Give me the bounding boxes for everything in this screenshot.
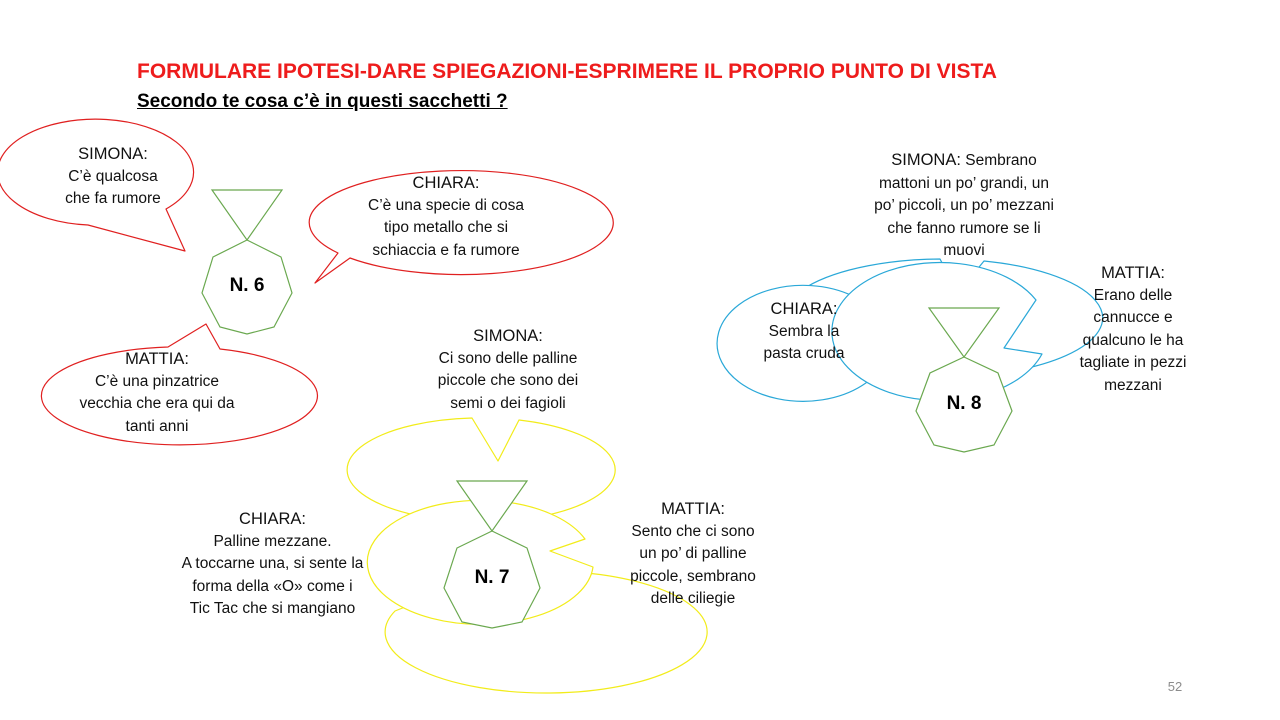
bubble-first-line — [828, 149, 1100, 173]
bubble-speaker: MATTIA: — [125, 350, 189, 368]
bubble-line: che fanno rumore se li — [887, 219, 1041, 237]
bubble-line: Tic Tac che si mangiano — [189, 600, 356, 617]
bubble-speaker: SIMONA: — [78, 145, 148, 163]
bubble-speaker: CHIARA: — [239, 510, 306, 528]
bubble-line: tanti anni — [125, 417, 189, 435]
bubble-line: che fa rumore — [65, 190, 161, 207]
bubble-6-simona — [20, 143, 206, 211]
bubble-line: Erano delle — [1093, 286, 1173, 304]
bubble-line: A toccarne una, si sente la — [181, 555, 364, 572]
bubble-line: qualcuno le ha — [1082, 331, 1184, 349]
bubble-line: Ci sono delle palline — [438, 349, 578, 367]
bubble-7-chiara — [140, 508, 405, 621]
bubble-line: C’è una specie di cosa — [368, 196, 524, 214]
bubble-6-mattia — [30, 348, 284, 438]
bubble-line: po’ piccoli, un po’ mezzani — [874, 197, 1054, 214]
bubble-line: schiaccia e fa rumore — [372, 241, 520, 259]
bubble-line: Sembra la — [768, 322, 840, 340]
bubble-speaker: CHIARA: — [770, 300, 838, 318]
bubble-6-chiara — [315, 172, 577, 262]
bubble-8-mattia — [1055, 262, 1211, 397]
bubble-line: tipo metallo che si — [383, 219, 509, 236]
bubble-8-chiara — [730, 298, 878, 366]
bubble-line: Sembrano — [965, 152, 1037, 169]
bag-8-label: N. 8 — [946, 393, 982, 414]
bubble-line: delle ciliegie — [650, 590, 736, 607]
bubble-line: pasta cruda — [763, 345, 845, 362]
bubble-8-simona — [828, 149, 1100, 263]
bubble-line: muovi — [943, 242, 985, 259]
slide-subtitle: Secondo te cosa c’è in questi sacchetti ? — [137, 91, 508, 112]
bubble-line: vecchia che era qui da — [79, 395, 235, 412]
bubble-7-simona — [383, 325, 633, 415]
bubble-line: semi o dei fagioli — [450, 394, 566, 412]
bubble-speaker: SIMONA: — [473, 327, 543, 345]
bubble-line: piccole, sembrano — [630, 567, 756, 585]
slide-title: FORMULARE IPOTESI-DARE SPIEGAZIONI-ESPRIMERE IL PROPRIO PUNTO DI VISTA — [137, 60, 997, 83]
bag-6-knot — [212, 190, 282, 240]
bubble-line: cannucce e — [1093, 309, 1173, 326]
bubble-line: piccole che sono dei — [437, 372, 579, 389]
bubble-line: forma della «O» come i — [192, 577, 353, 595]
bubble-line: Palline mezzane. — [213, 532, 332, 550]
bag-6-label: N. 6 — [229, 275, 265, 296]
slide-number: 52 — [1167, 679, 1183, 694]
bubble-line: tagliate in pezzi — [1079, 354, 1187, 371]
bag-7-label: N. 7 — [474, 567, 510, 588]
bubble-line: C’è qualcosa — [68, 167, 158, 185]
bubble-speaker: MATTIA: — [1101, 264, 1165, 282]
bubble-line: C’è una pinzatrice — [94, 372, 220, 390]
bubble-speaker: CHIARA: — [412, 174, 480, 192]
bubble-line: mattoni un po’ grandi, un — [878, 174, 1050, 192]
bubble-line: un po’ di palline — [639, 545, 747, 562]
bubble-speaker: MATTIA: — [661, 500, 725, 518]
bubble-speaker: SIMONA: — [891, 151, 961, 169]
bubble-7-mattia — [600, 498, 786, 611]
bubble-line: mezzani — [1104, 376, 1162, 394]
bubble-line: Sento che ci sono — [631, 522, 755, 540]
